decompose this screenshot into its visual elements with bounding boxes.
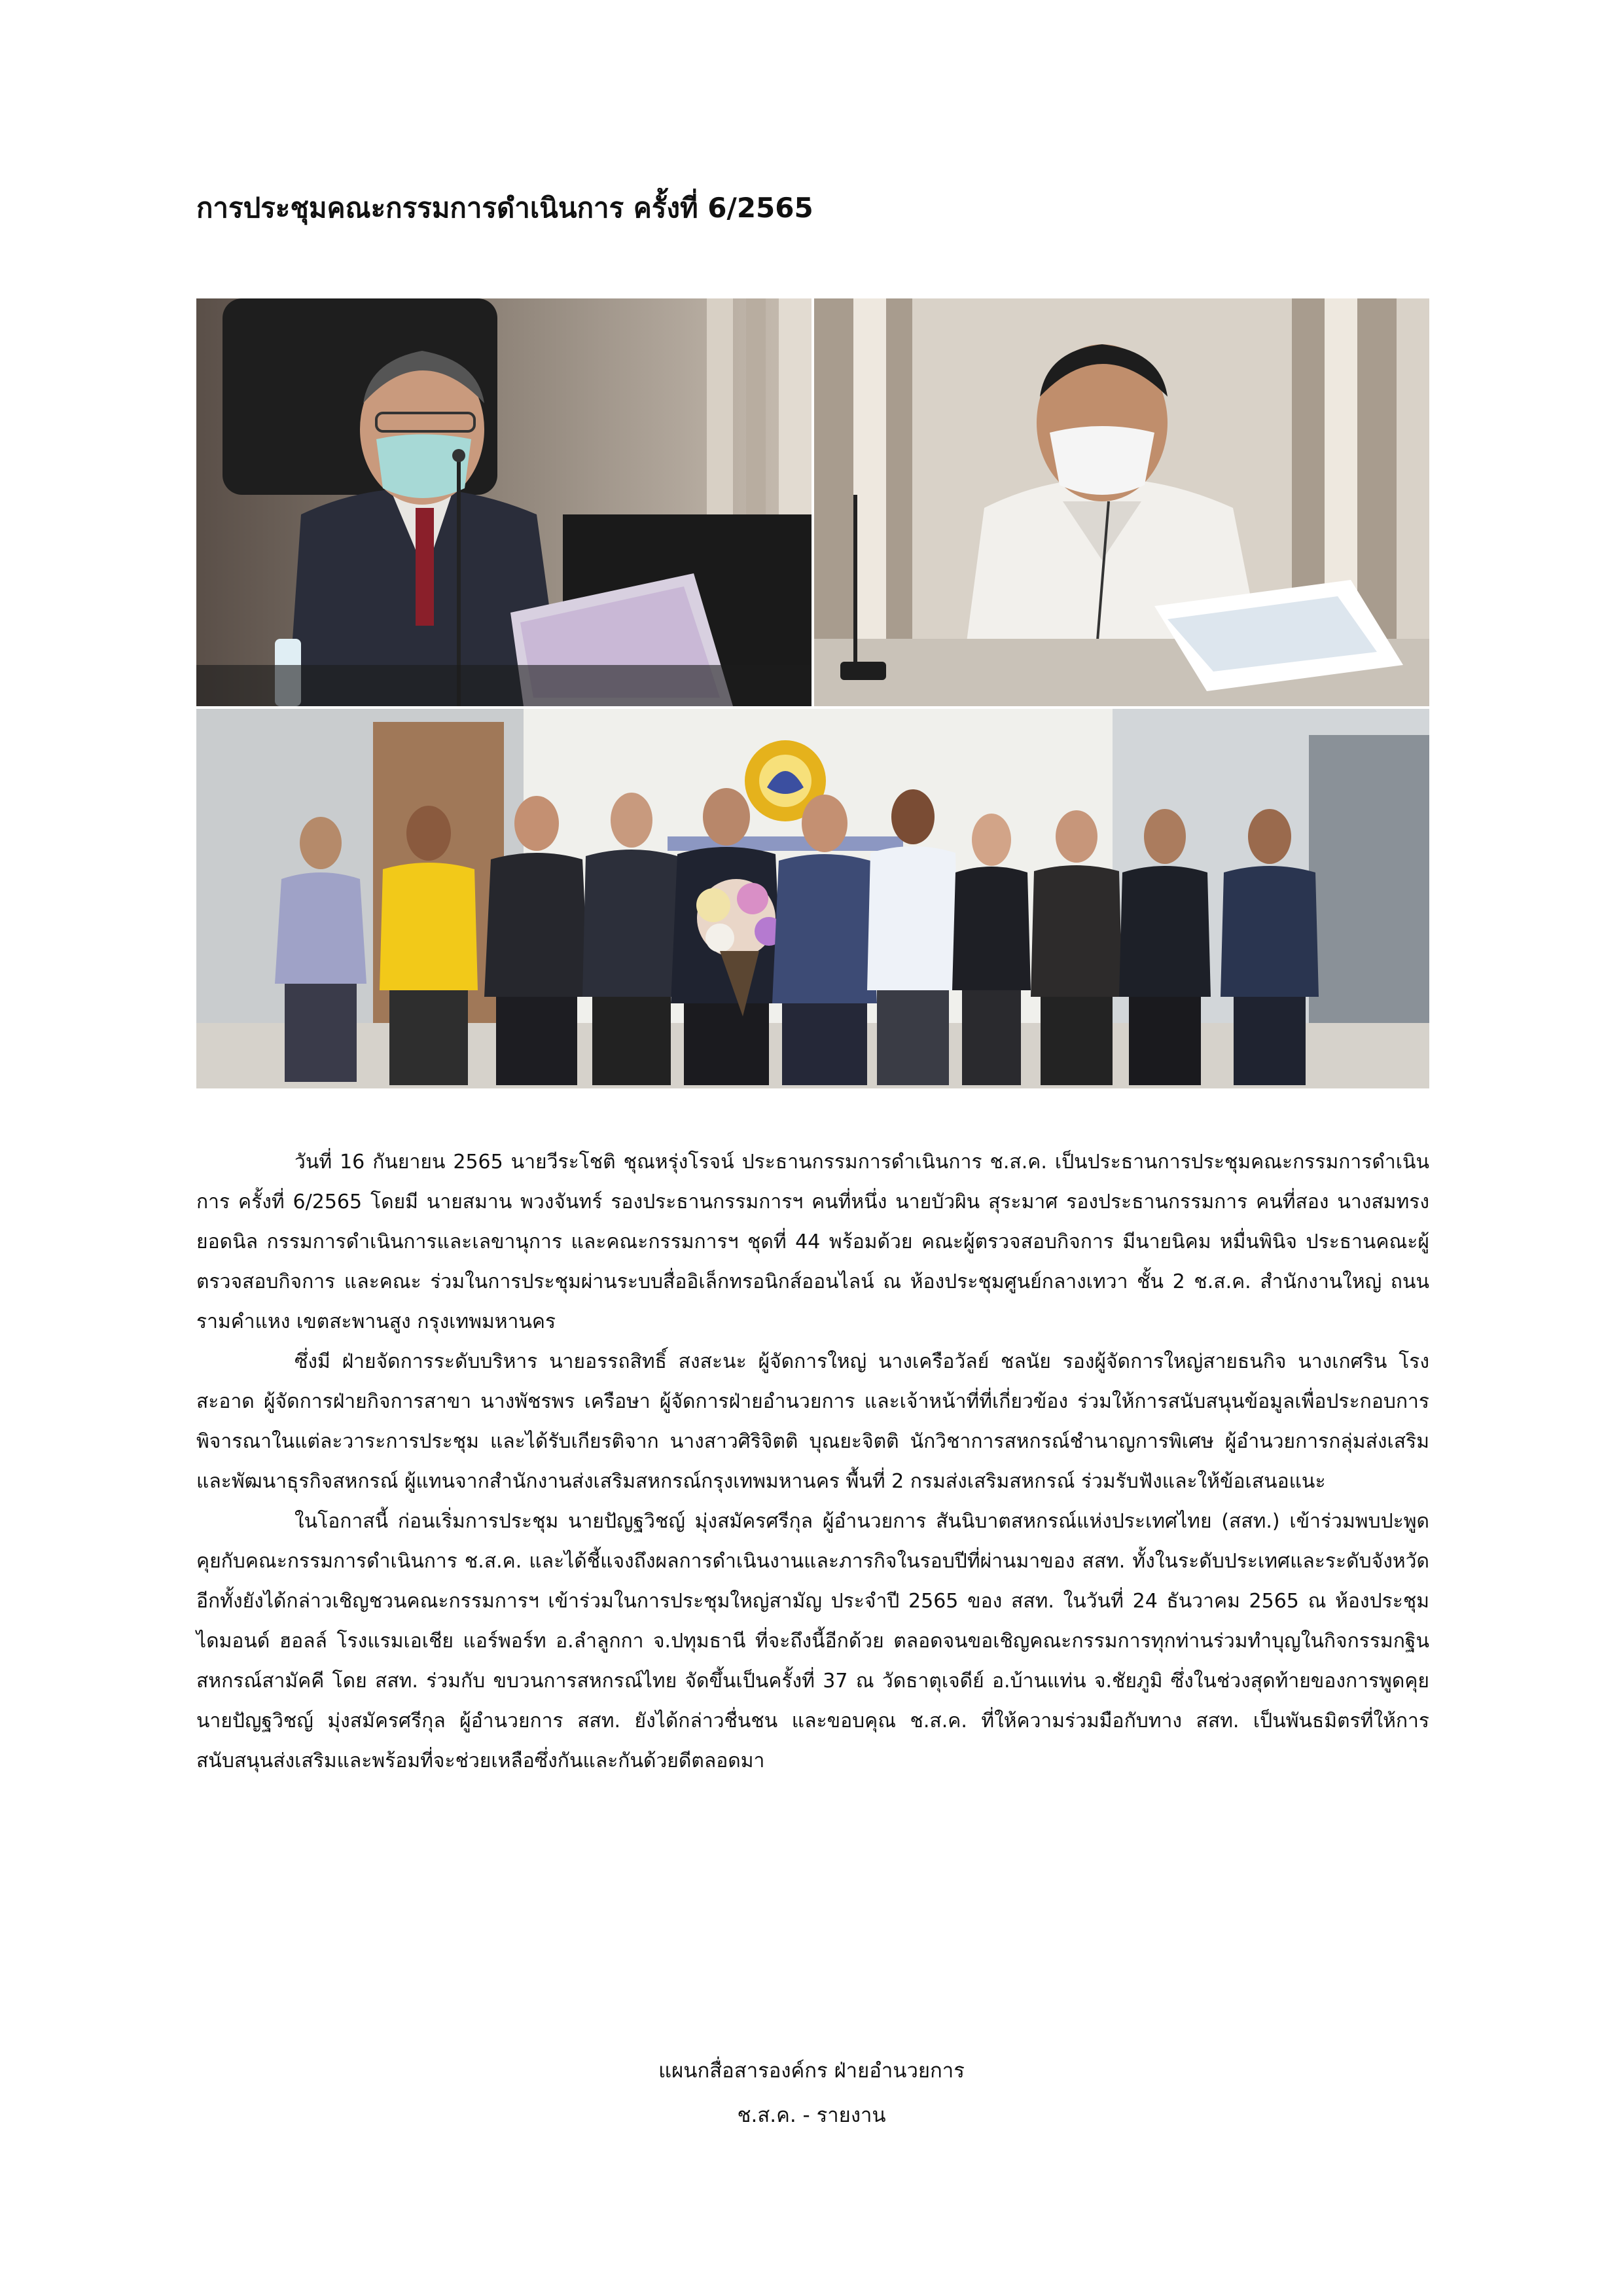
meeting-photo-chairman (196, 298, 812, 706)
report-footer (0, 2049, 1623, 2138)
document-title: การประชุมคณะกรรมการดำเนินการ ครั้งที่ 6/2565 (196, 192, 813, 224)
footer-reporter: ช.ส.ค. - รายงาน (737, 2104, 886, 2127)
paragraph-2: ซึ่งมี ฝ่ายจัดการระดับบริหาร นายอรรถสิทธิ์ สงสะนะ ผู้จัดการใหญ่ นางเครือวัลย์ ชลนัย รองผู้จัดการใหญ่สายธนกิจ นางเกศริน โรงสะอาด ผู้จัดการฝ่ายกิจการสาขา นางพัชรพร เครือษา ผู้จัดการฝ่ายอำนวยการ และเจ้าหน้าที่ที่เกี่ยวข้อง ร่วมให้การสนับสนุนข้อมูลเพื่อประกอบการพิจารณาในแต่ละวาระการประชุม และได้รับเกียรติจาก นางสาวศิริจิตติ บุณยะจิตติ นักวิชาการสหกรณ์ชำนาญการพิเศษ ผู้อำนวยการกลุ่มส่งเสริมและพัฒนาธุรกิจสหกรณ์ ผู้แทนจากสำนักงานส่งเสริมสหกรณ์กรุงเทพมหานคร พื้นที่ 2 กรมส่งเสริมสหกรณ์ ร่วมรับฟังและให้ข้อเสนอแนะ (196, 1350, 1429, 1493)
footer-department: แผนกสื่อสารองค์กร ฝ่ายอำนวยการ (658, 2059, 965, 2083)
article-body (196, 1142, 1429, 1781)
paragraph-3: ในโอกาสนี้ ก่อนเริ่มการประชุม นายปัญฐวิชญ์ มุ่งสมัครศรีกุล ผู้อำนวยการ สันนิบาตสหกรณ์แห่งประเทศไทย (สสท.) เข้าร่วมพบปะพูดคุยกับคณะกรรมการดำเนินการ ช.ส.ค. และได้ชี้แจงถึงผลการดำเนินงานและภารกิจในรอบปีที่ผ่านมาของ สสท. ทั้งในระดับประเทศและระดับจังหวัด อีกทั้งยังได้กล่าวเชิญชวนคณะกรรมการฯ เข้าร่วมในการประชุมใหญ่สามัญ ประจำปี 2565 ของ สสท. ในวันที่ 24 ธันวาคม 2565 ณ ห้องประชุมไดมอนด์ ฮอลล์ โรงแรมเอเชีย แอร์พอร์ท อ.ลำลูกกา จ.ปทุมธานี ที่จะถึงนี้อีกด้วย ตลอดจนขอเชิญคณะกรรมการทุกท่านร่วมทำบุญในกิจกรรมกฐินสหกรณ์สามัคคี โดย สสท. ร่วมกับ ขบวนการสหกรณ์ไทย จัดขึ้นเป็นครั้งที่ 37 ณ วัดธาตุเจดีย์ อ.บ้านแท่น จ.ชัยภูมิ ซึ่งในช่วงสุดท้ายของการพูดคุย นายปัญฐวิชญ์ มุ่งสมัครศรีกุล ผู้อำนวยการ สสท. ยังได้กล่าวชื่นชน และขอบคุณ ช.ส.ค. ที่ให้ความร่วมมือกับทาง สสท. เป็นพันธมิตรที่ให้การสนับสนุนส่งเสริมและพร้อมที่จะช่วยเหลือซึ่งกันและกันด้วยดีตลอดมา (196, 1510, 1429, 1772)
group-photo-with-bouquet (196, 709, 1429, 1088)
meeting-photo-committee-member (814, 298, 1429, 706)
paragraph-1: วันที่ 16 กันยายน 2565 นายวีระโชติ ชุณหรุ่งโรจน์ ประธานกรรมการดำเนินการ ช.ส.ค. เป็นประธานการประชุมคณะกรรมการดำเนินการ ครั้งที่ 6/2565 โดยมี นายสมาน พวงจันทร์ รองประธานกรรมการฯ คนที่หนึ่ง นายบัวผิน สุระมาศ รองประธานกรรมการ คนที่สอง นางสมทรง ยอดนิล กรรมการดำเนินการและเลขานุการ และคณะกรรมการฯ ชุดที่ 44 พร้อมด้วย คณะผู้ตรวจสอบกิจการ มีนายนิคม หมื่นพินิจ ประธานคณะผู้ตรวจสอบกิจการ และคณะ ร่วมในการประชุมผ่านระบบสื่ออิเล็กทรอนิกส์ออนไลน์ ณ ห้องประชุมศูนย์กลางเทวา ชั้น 2 ช.ส.ค. สำนักงานใหญ่ ถนนรามคำแหง เขตสะพานสูง กรุงเทพมหานคร (196, 1151, 1429, 1333)
